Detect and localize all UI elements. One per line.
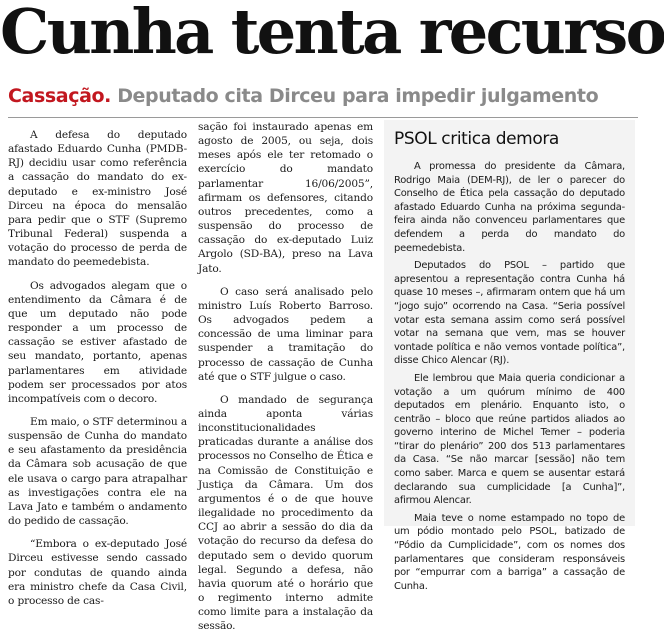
deck bbox=[8, 84, 636, 108]
article-column-1 bbox=[8, 128, 187, 607]
paragraph: O caso será analisado pelo ministro Luís Roberto Barroso. Os advogados pedem a concessão de uma liminar para suspender a tramitação do processo de cassação de Cunha até que o STF julgue o caso. bbox=[198, 285, 373, 383]
sidebar-title: PSOL critica demora bbox=[394, 129, 559, 149]
paragraph: sação foi instaurado apenas em agosto de 2005, ou seja, dois meses após ele ter retomado o exercício do mandato parlamentar 16/06/2005”, afirmam os defensores, citando outros precedentes, como a suspensão do processo de cassação do ex-deputado Luiz Argolo (SD-BA), preso na Lava Jato. bbox=[198, 121, 373, 275]
subhead: Deputado cita Dirceu para impedir julgamento bbox=[117, 85, 599, 107]
sidebar-paragraph: Deputados do PSOL – partido que apresentou a representação contra Cunha há quase 10 meses –, afirmaram ontem que há um “jogo sujo” ocorrendo na Casa. “Seria possível votar esta semana assim como será possível votar na semana que vem, mas se houver vontade política e não vemos vontade política”, disse Chico Alencar (RJ). bbox=[394, 260, 625, 367]
sidebar-paragraph: A promessa do presidente da Câmara, Rodrigo Maia (DEM-RJ), de ler o parecer do Conselho de Ética pela cassação do deputado afastado Eduardo Cunha na próxima segunda-feira ainda não convenceu parlamentares que defendem a perda do mandato do peemedebista. bbox=[394, 161, 625, 254]
paragraph: A defesa do deputado afastado Eduardo Cunha (PMDB-RJ) decidiu usar como referência a cassação do mandato do ex-deputado e ex-ministro José Dirceu na época do mensalão para pedir que o STF (Supremo Tribunal Federal) suspenda a votação do processo de perda de mandato do peemedebista. bbox=[8, 129, 187, 269]
sidebar-paragraph: Ele lembrou que Maia queria condicionar a votação a um quórum mínimo de 400 deputados em plenário. Enquanto isto, o centrão – bloco que reúne partidos aliados ao governo interino de Michel Temer – poderia “tirar do plenário” 200 dos 513 parlamentares da Casa. “Se não marcar [sessão] não tem como saber. Marca e quem se ausentar estará declarando sua cumplicidade [a Cunha]”, afirmou Alencar. bbox=[394, 372, 625, 507]
headline: Cunha tenta recurso bbox=[0, 0, 664, 68]
paragraph: O mandado de segurança ainda aponta várias inconstitucionalidades praticadas durante a análise dos processos no Conselho de Ética e na Comissão de Constituição e Justiça da Câmara. Um dos argumentos é o de que houve ilegalidade no procedimento da CCJ ao abrir a sessão do dia da votação do recurso da defesa do deputado sem o devido quorum legal. Segundo a defesa, não havia quorum até o horário que o regimento interno admite como limite para a instalação da sessão. bbox=[198, 393, 373, 633]
paragraph: Em maio, o STF determinou a suspensão de Cunha do mandato e seu afastamento da presidência da Câmara sob acusação de que ele usava o cargo para atrapalhar as investigações contra ele na Lava Jato e também o andamento do pedido de cassação. bbox=[8, 415, 187, 528]
sidebar-paragraph: Maia teve o nome estampado no topo de um pódio montado pelo PSOL, batizado de “Pódio da Cumplicidade”, com os nomes dos parlamentares que consideram responsáveis por “empurrar com a barriga” a cassação de Cunha. bbox=[394, 512, 625, 592]
article-column-2 bbox=[198, 120, 373, 633]
paragraph: “Embora o ex-deputado José Dirceu estivesse sendo cassado por condutas de quando ainda era ministro chefe da Casa Civil, o processo de cas- bbox=[8, 538, 187, 607]
sidebar-body bbox=[394, 160, 625, 593]
sidebar-box bbox=[384, 120, 635, 592]
divider-rule bbox=[8, 117, 638, 118]
kicker: Cassação. bbox=[8, 85, 111, 107]
paragraph: Os advogados alegam que o entendimento da Câmara é de que um deputado não pode responder a um processo de cassação se estiver afastado de seu mandato, portanto, apenas parlamentares em atividade podem ser processados por atos incompatíveis com o decoro. bbox=[8, 279, 187, 405]
